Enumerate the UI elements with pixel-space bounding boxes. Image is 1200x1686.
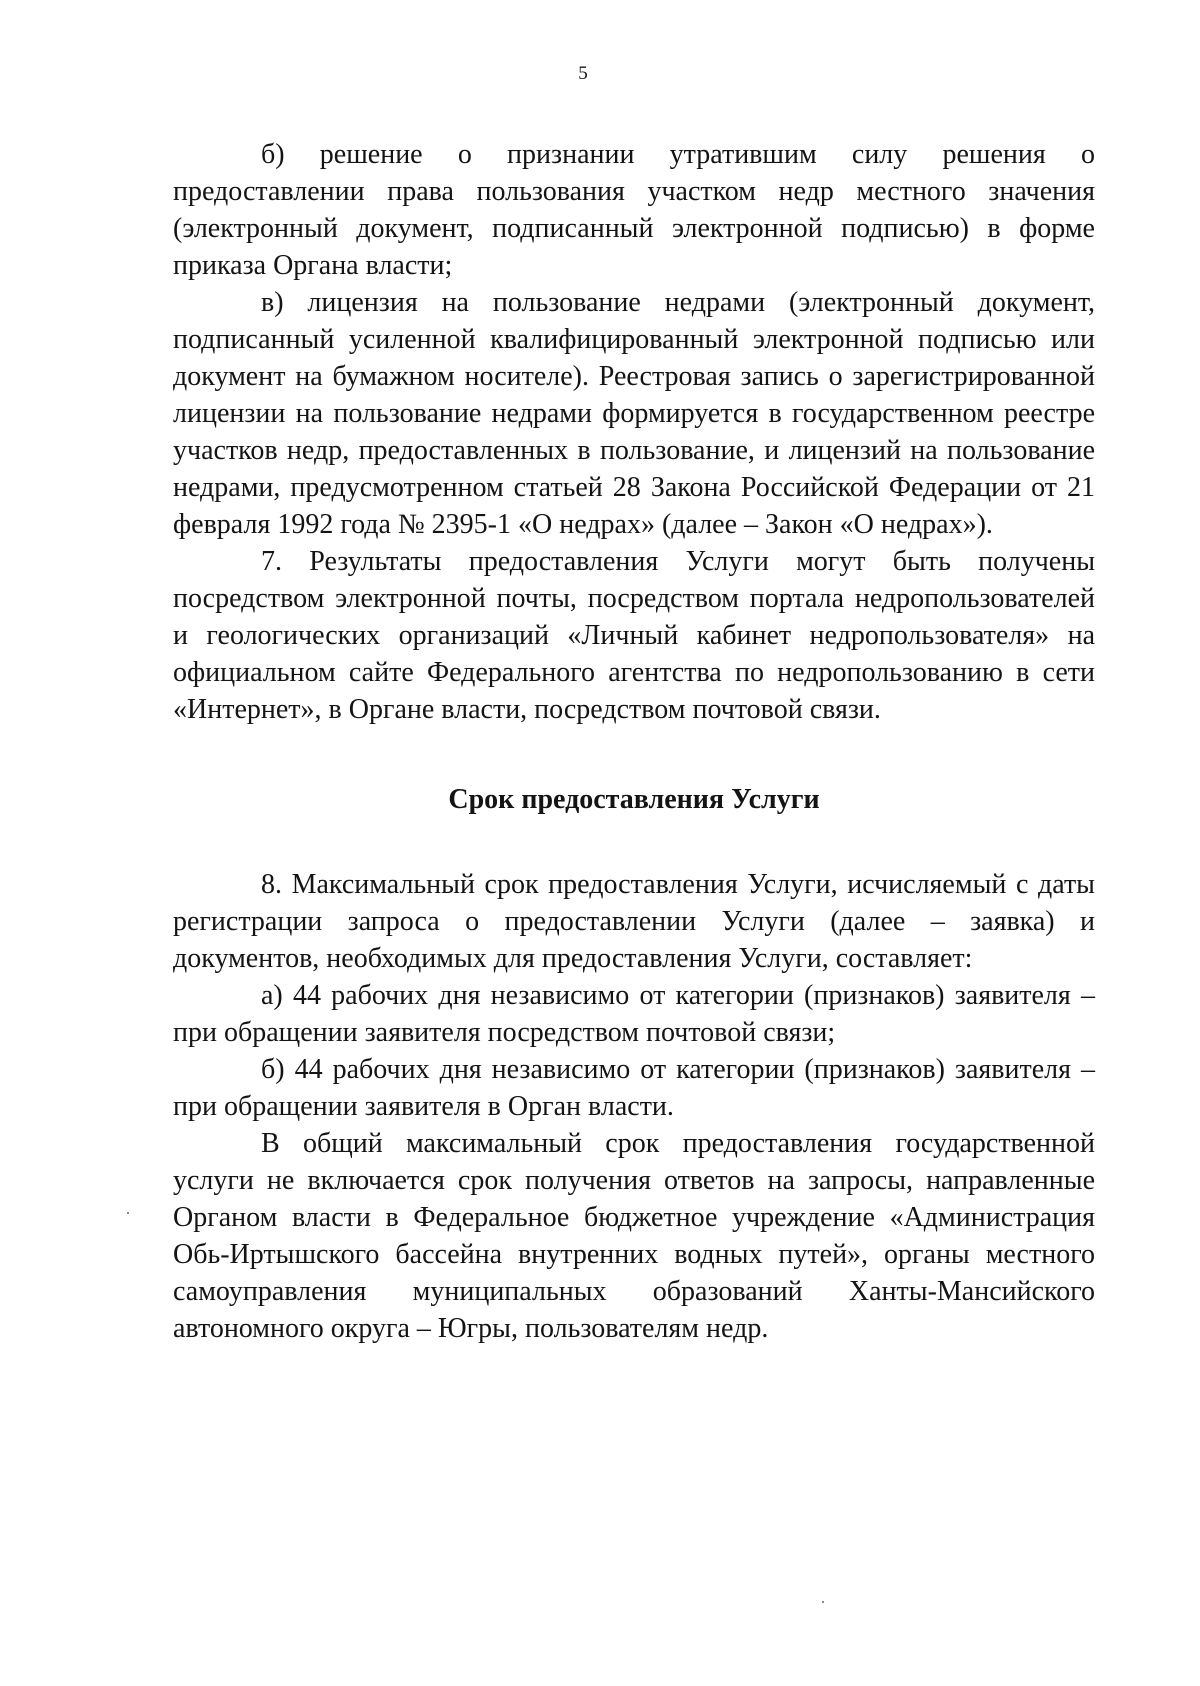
paragraph-8: 8. Максимальный срок предоставления Услуги, исчисляемый с даты регистрации запроса о предоставлении Услуги (далее – заявка) и документов, необходимых для предоставления Услуги, составляет: bbox=[173, 869, 1095, 974]
scan-speck bbox=[822, 1601, 824, 1603]
page-number: 5 bbox=[578, 63, 588, 84]
paragraph-8a: а) 44 рабочих дня независимо от категории (признаков) заявителя – при обращении заявителя посредством почтовой связи; bbox=[173, 980, 1095, 1048]
paragraph-6b: б) решение о признании утратившим силу решения о предоставлении права пользования участком недр местного значения (электронный документ, подписанный электронной подписью) в форме приказа Органа власти; bbox=[173, 139, 1095, 281]
paragraph-8b: б) 44 рабочих дня независимо от категории (признаков) заявителя – при обращении заявителя в Орган власти. bbox=[173, 1054, 1095, 1122]
paragraph-7: 7. Результаты предоставления Услуги могут быть получены посредством электронной почты, посредством портала недропользователей и геологических организаций «Личный кабинет недропользователя» на официальном сайте Федерального агентства по недропользованию в сети «Интернет», в Органе власти, посредством почтовой связи. bbox=[173, 546, 1095, 725]
section-heading: Срок предоставления Услуги bbox=[448, 784, 820, 815]
paragraph-8-note: В общий максимальный срок предоставления государственной услуги не включается срок получения ответов на запросы, направленные Органом власти в Федеральное бюджетное учреждение «Администрация Обь-Иртышского бассейна внутренних водных путей», органы местного самоуправления муниципальных образований Ханты-Мансийского автономного округа – Югры, пользователям недр. bbox=[173, 1128, 1095, 1344]
document-body bbox=[173, 136, 1095, 1347]
scan-speck bbox=[127, 1212, 129, 1214]
paragraph-6v: в) лицензия на пользование недрами (электронный документ, подписанный усиленной квалифицированный электронной подписью или документ на бумажном носителе). Реестровая запись о зарегистрированной лицензии на пользование недрами формируется в государственном реестре участков недр, предоставленных в пользование, и лицензий на пользование недрами, предусмотренном статьей 28 Закона Российской Федерации от 21 февраля 1992 года № 2395-1 «О недрах» (далее – Закон «О недрах»). bbox=[173, 287, 1095, 540]
